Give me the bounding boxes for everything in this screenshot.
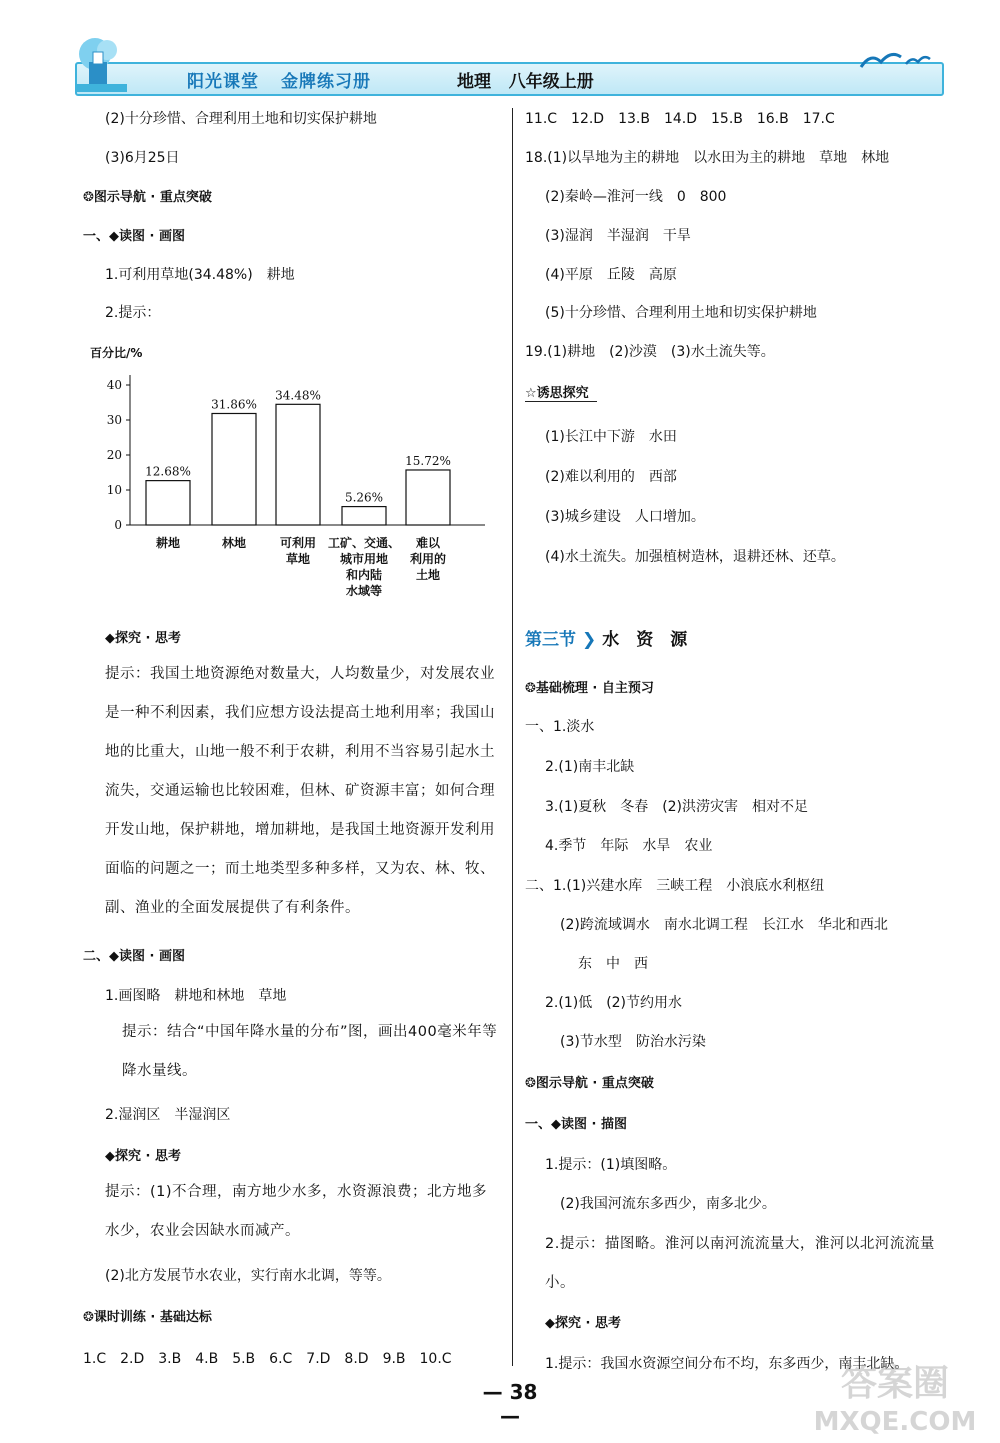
right-line-3: (2)秦岭—淮河一线 0 800 — [545, 189, 727, 205]
y-tick-label: 20 — [106, 448, 122, 462]
subsection-read-draw-1: 一、◆读图 · 画图 — [83, 229, 185, 244]
bar — [146, 481, 190, 525]
subsection-read-draw-2: 二、◆读图 · 画图 — [83, 949, 185, 964]
think-text-1: 提示：我国土地资源绝对数量大，人均数量少，对发展农业是一种不利因素，我们应想方设法提高土地利用率；我国山地的比重大，山地一般不利于农耕，利用不当容易引起水土流失，交通运输也比较困难，但林、矿资源丰富；如何合理开发山地，保护耕地，增加耕地，是我国土地资源开发利用面临的问题之一；而土地类型多种多样，又为农、林、牧、副、渔业的全面发展提供了有利条件。 — [105, 666, 495, 916]
right-line-6: (5)十分珍惜、合理利用土地和切实保护耕地 — [545, 305, 817, 321]
right-t2: (2)我国河流东多西少，南多北少。 — [560, 1196, 776, 1212]
right-s7: 东 中 西 — [578, 956, 648, 972]
right-line-1: 11.C 12.D 13.B 14.D 15.B 16.B 17.C — [525, 111, 835, 127]
right-line-2: 18.(1)以旱地为主的耕地 以水田为主的耕地 草地 林地 — [525, 150, 890, 166]
answer-a1: 1.可利用草地(34.48%) 耕地 — [105, 267, 295, 283]
right-s1: 一、1.淡水 — [525, 719, 595, 735]
right-t3: 2.提示：描图略。淮河以南河流流量大，淮河以北河流流量小。 — [545, 1236, 935, 1291]
lighthouse-logo-icon — [67, 32, 137, 98]
right-line-7: 19.(1)耕地 (2)沙漠 (3)水土流失等。 — [525, 344, 775, 360]
subsection-read-trace: 一、◆读图 · 描图 — [525, 1117, 627, 1132]
section-heading-figure-nav-2: ❂图示导航 · 重点突破 — [525, 1076, 654, 1091]
right-line-8: (1)长江中下游 水田 — [545, 429, 677, 445]
answer-a2: 2.提示： — [105, 305, 161, 321]
think-text-2a: 提示：(1)不合理，南方地少水多，水资源浪费；北方地多水少，农业会因缺水而减产。 — [105, 1184, 488, 1239]
watermark-url: MXQE.COM — [813, 1407, 977, 1437]
section-heading-figure-nav: ❂图示导航 · 重点突破 — [83, 190, 212, 205]
data-label: 15.72% — [405, 453, 451, 468]
left-line-1: (2)十分珍惜、合理利用土地和切实保护耕地 — [105, 111, 377, 127]
header-subject: 地理 八年级上册 — [457, 72, 594, 92]
data-label: 5.26% — [344, 490, 384, 505]
data-label: 34.48% — [275, 388, 321, 403]
category-label: 难以 — [415, 536, 441, 550]
left-line-2: (3)6月25日 — [105, 150, 180, 166]
category-label: 草地 — [285, 552, 311, 566]
y-tick-label: 30 — [106, 413, 122, 427]
bar — [406, 470, 450, 525]
right-s2: 2.(1)南丰北缺 — [545, 759, 635, 775]
page-header-banner — [75, 62, 944, 96]
bar — [212, 413, 256, 525]
category-label: 工矿、交通、 — [327, 536, 401, 550]
column-divider — [512, 108, 513, 1366]
right-s8: 2.(1)低 (2)节约用水 — [545, 995, 683, 1011]
right-line-11: (4)水土流失。加强植树造林，退耕还林、还草。 — [545, 549, 845, 565]
category-label: 水域等 — [345, 584, 383, 598]
header-title: 阳光课堂 金牌练习册 — [187, 72, 371, 92]
watermark-text: 答案圈 — [840, 1363, 950, 1404]
right-t1: 1.提示：(1)填图略。 — [545, 1157, 677, 1173]
category-label: 林地 — [221, 536, 247, 550]
bar — [342, 507, 386, 525]
data-label: 12.68% — [145, 464, 191, 479]
right-line-9: (2)难以利用的 西部 — [545, 469, 677, 485]
section-heading-practice: ❂课时训练 · 基础达标 — [83, 1310, 212, 1325]
y-tick-label: 40 — [106, 378, 122, 392]
y-axis-label: 百分比/% — [90, 346, 143, 360]
right-line-10: (3)城乡建设 人口增加。 — [545, 509, 705, 525]
watermark — [790, 1350, 1000, 1440]
right-s9: (3)节水型 防治水污染 — [560, 1034, 706, 1050]
right-s4: 4.季节 年际 水旱 农业 — [545, 838, 713, 854]
y-tick-label: 0 — [114, 518, 122, 532]
answers-1-10: 1.C 2.D 3.B 4.B 5.B 6.C 7.D 8.D 9.B 10.C — [83, 1351, 452, 1367]
category-label: 耕地 — [155, 536, 181, 550]
section-heading-basics: ❂基础梳理 · 自主预习 — [525, 681, 654, 696]
chapter-heading: 第三节 ❯ 水 资 源 — [525, 630, 688, 650]
data-label: 31.86% — [211, 397, 257, 412]
section-heading-explore: ☆诱思探究 — [525, 382, 597, 402]
answer-b1: 1.画图略 耕地和林地 草地 — [105, 988, 287, 1004]
right-s5: 二、1.(1)兴建水库 三峡工程 小浪底水利枢纽 — [525, 878, 825, 894]
birds-icon — [856, 42, 936, 82]
answer-b2: 2.湿润区 半湿润区 — [105, 1107, 231, 1123]
right-line-4: (3)湿润 半湿润 干旱 — [545, 228, 691, 244]
page-number: — 38 — — [482, 1380, 538, 1428]
think-text-2b: (2)北方发展节水农业，实行南水北调，等等。 — [105, 1268, 391, 1284]
answer-b1-hint: 提示：结合“中国年降水量的分布”图，画出400毫米年等降水量线。 — [122, 1024, 498, 1079]
right-line-5: (4)平原 丘陵 高原 — [545, 267, 677, 283]
land-use-bar-chart — [90, 340, 510, 610]
think-title-2: ◆探究 · 思考 — [105, 1149, 181, 1164]
category-label: 土地 — [415, 568, 441, 582]
think-title-1: ◆探究 · 思考 — [105, 631, 181, 646]
right-s6: (2)跨流域调水 南水北调工程 长江水 华北和西北 — [560, 917, 888, 933]
think-title-3: ◆探究 · 思考 — [545, 1316, 621, 1331]
right-s3: 3.(1)夏秋 冬春 (2)洪涝灾害 相对不足 — [545, 799, 809, 815]
y-tick-label: 10 — [106, 483, 122, 497]
category-label: 可利用 — [279, 536, 317, 550]
category-label: 城市用地 — [339, 552, 389, 566]
category-label: 和内陆 — [345, 568, 383, 582]
right-t4: 1.提示：我国水资源空间分布不均，东多西少，南丰北缺。 — [545, 1356, 909, 1372]
category-label: 利用的 — [409, 552, 447, 566]
bar — [276, 404, 320, 525]
